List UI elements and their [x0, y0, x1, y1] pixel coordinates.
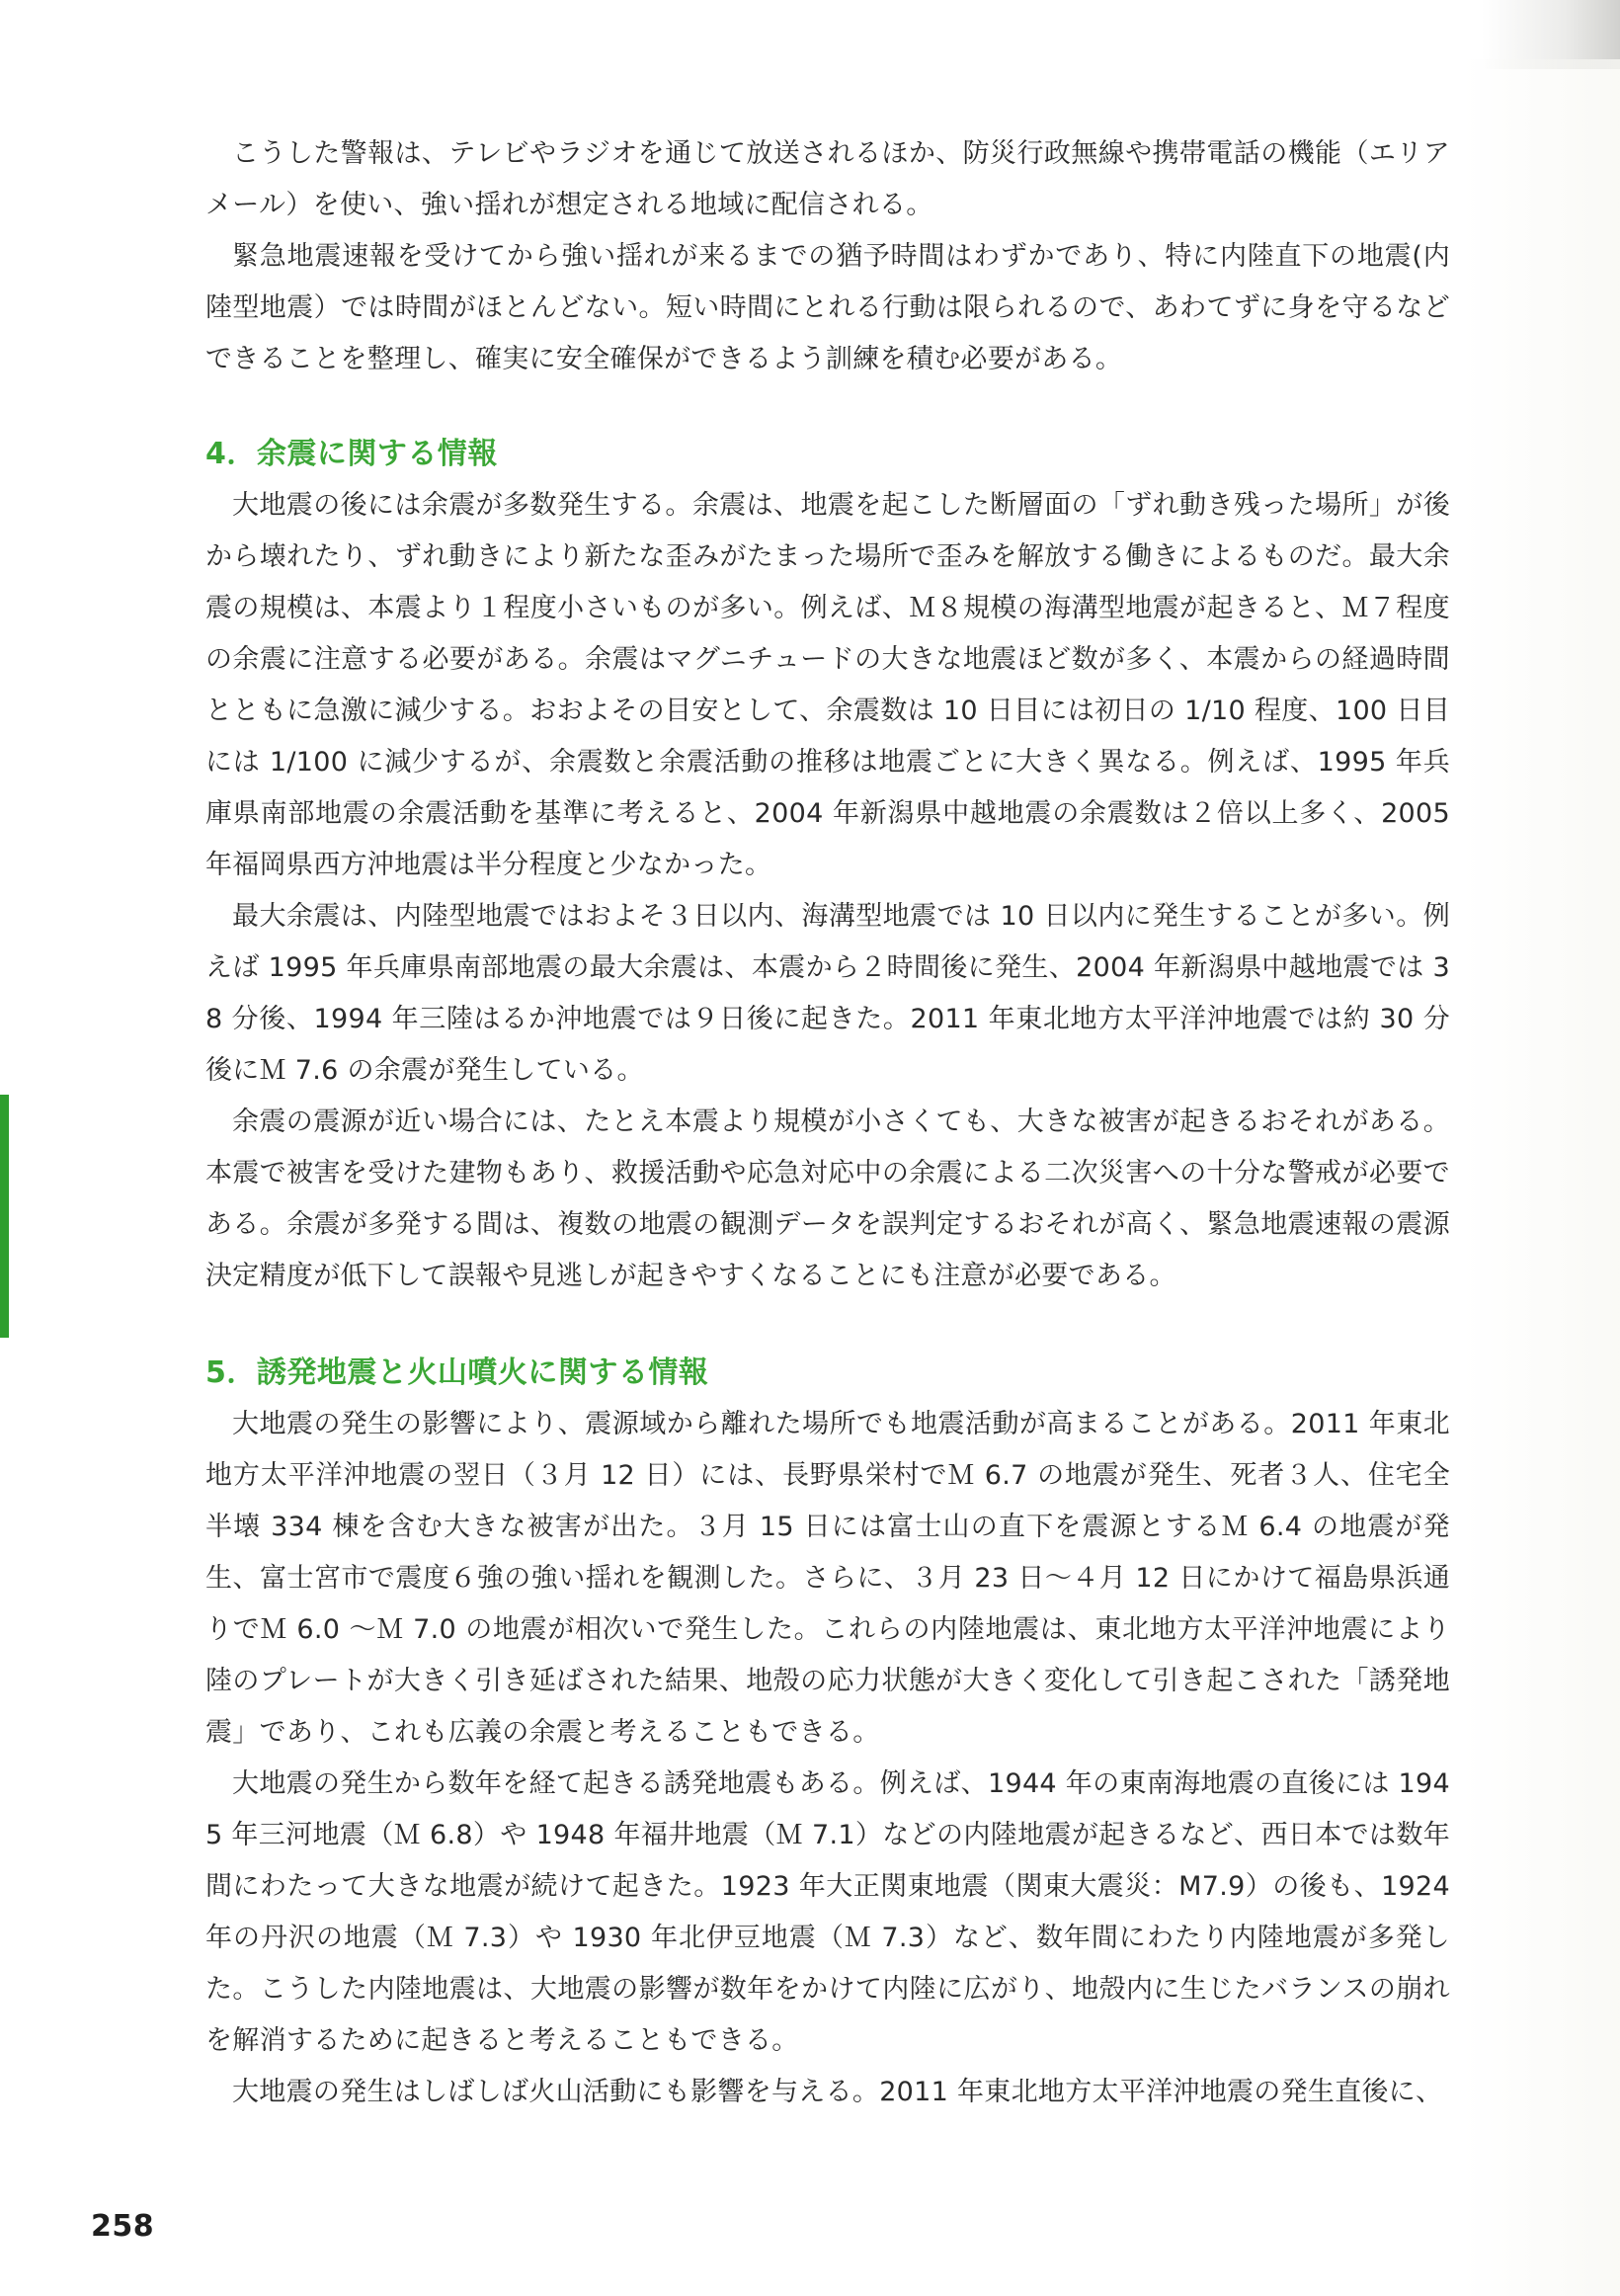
section-heading-aftershock: 4．余震に関する情報	[205, 437, 498, 471]
body-text	[205, 128, 1450, 2118]
chapter-tab-marker	[0, 1221, 9, 1338]
page-number: 258	[91, 2209, 155, 2244]
paragraph: 大地震の発生の影響により、震源域から離れた場所でも地震活動が高まることがある。2011 年東北地方太平洋沖地震の翌日（３月 12 日）には、長野県栄村でＭ 6.7 の地震が発生、死者３人、住宅全半壊 334 棟を含む大きな被害が出た。３月 15 日には富士山の直下を震源とするＭ 6.4 の地震が発生、富士宮市で震度６強の強い揺れを観測した。さらに、３月 23 日～４月 12 日にかけて福島県浜通りでＭ 6.0 ～Ｍ 7.0 の地震が相次いで発生した。これらの内陸地震は、東北地方太平洋沖地震により陸のプレートが大きく引き延ばされた結果、地殻の応力状態が大きく変化して引き起こされた「誘発地震」であり、これも広義の余震と考えることもできる。	[205, 1409, 1450, 1748]
paragraph: 余震の震源が近い場合には、たとえ本震より規模が小さくても、大きな被害が起きるおそれがある。本震で被害を受けた建物もあり、救援活動や応急対応中の余震による二次災害への十分な警戒が必要である。余震が多発する間は、複数の地震の観測データを誤判定するおそれが高く、緊急地震速報の震源決定精度が低下して誤報や見逃しが起きやすくなることにも注意が必要である。	[205, 1107, 1450, 1291]
scan-edge-tint	[1462, 59, 1620, 2296]
chapter-tab-marker	[0, 1095, 9, 1221]
section-heading-induced-earthquakes: 5．誘発地震と火山噴火に関する情報	[205, 1355, 709, 1390]
paragraph: 緊急地震速報を受けてから強い揺れが来るまでの猶予時間はわずかであり、特に内陸直下の地震(内陸型地震）では時間がほとんどない。短い時間にとれる行動は限られるので、あわてずに身を守るなどできることを整理し、確実に安全確保ができるよう訓練を積む必要がある。	[205, 241, 1450, 374]
paragraph: 最大余震は、内陸型地震ではおよそ３日以内、海溝型地震では 10 日以内に発生することが多い。例えば 1995 年兵庫県南部地震の最大余震は、本震から２時間後に発生、2004 年新潟県中越地震では 38 分後、1994 年三陸はるか沖地震では９日後に起きた。2011 年東北地方太平洋沖地震では約 30 分後にＭ 7.6 の余震が発生している。	[205, 901, 1450, 1086]
paragraph: 大地震の後には余震が多数発生する。余震は、地震を起こした断層面の「ずれ動き残った場所」が後から壊れたり、ずれ動きにより新たな歪みがたまった場所で歪みを解放する働きによるものだ。最大余震の規模は、本震より１程度小さいものが多い。例えば、Ｍ８規模の海溝型地震が起きると、Ｍ７程度の余震に注意する必要がある。余震はマグニチュードの大きな地震ほど数が多く、本震からの経過時間とともに急激に減少する。おおよその目安として、余震数は 10 日目には初日の 1/10 程度、100 日目には 1/100 に減少するが、余震数と余震活動の推移は地震ごとに大きく異なる。例えば、1995 年兵庫県南部地震の余震活動を基準に考えると、2004 年新潟県中越地震の余震数は２倍以上多く、2005 年福岡県西方沖地震は半分程度と少なかった。	[205, 490, 1450, 880]
paragraph: 大地震の発生はしばしば火山活動にも影響を与える。2011 年東北地方太平洋沖地震の発生直後に、	[232, 2077, 1443, 2107]
paragraph: 大地震の発生から数年を経て起きる誘発地震もある。例えば、1944 年の東南海地震の直後には 1945 年三河地震（Ｍ 6.8）や 1948 年福井地震（Ｍ 7.1）などの内陸地震が起きるなど、西日本では数年間にわたって大きな地震が続けて起きた。1923 年大正関東地震（関東大震災：M7.9）の後も、1924 年の丹沢の地震（Ｍ 7.3）や 1930 年北伊豆地震（Ｍ 7.3）など、数年間にわたり内陸地震が多発した。こうした内陸地震は、大地震の影響が数年をかけて内陸に広がり、地殻内に生じたバランスの崩れを解消するために起きると考えることもできる。	[205, 1768, 1450, 2056]
paragraph: こうした警報は、テレビやラジオを通じて放送されるほか、防災行政無線や携帯電話の機能（エリアメール）を使い、強い揺れが想定される地域に配信される。	[205, 138, 1450, 220]
